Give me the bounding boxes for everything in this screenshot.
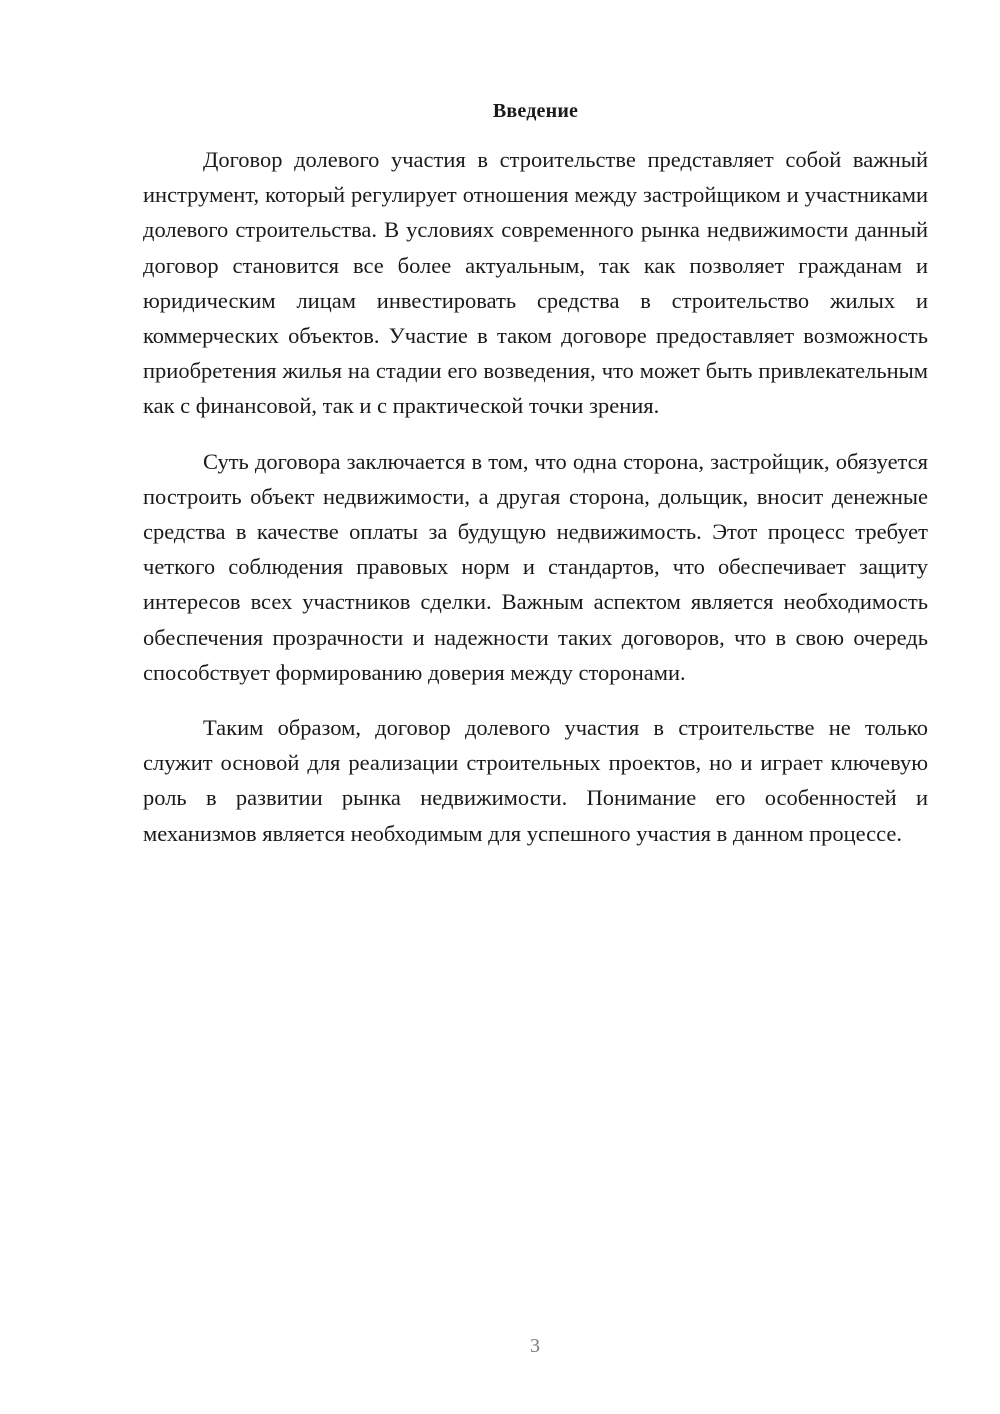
paragraph-1: Договор долевого участия в строительстве представляет собой важный инструмент, который регулирует отношения между застройщиком и участниками долевого строительства. В условиях современного рынка недвижимости данный договор становится все более актуальным, так как позволяет гражданам и юридическим лицам инвестировать средства в строительство жилых и коммерческих объектов. Участие в таком договоре предоставляет возможность приобретения жилья на стадии его возведения, что может быть привлекательным как с финансовой, так и с практической точки зрения.	[143, 147, 928, 419]
page-title: Введение	[492, 100, 579, 122]
paragraph-3: Таким образом, договор долевого участия в строительстве не только служит основой для реализации строительных проектов, но и играет ключевую роль в развитии рынка недвижимости. Понимание его особенностей и механизмов является необходимым для успешного участия в данном процессе.	[143, 715, 928, 846]
document-body	[143, 142, 928, 871]
paragraph-2: Суть договора заключается в том, что одна сторона, застройщик, обязуется построить объект недвижимости, а другая сторона, дольщик, вносит денежные средства в качестве оплаты за будущую недвижимость. Этот процесс требует четкого соблюдения правовых норм и стандартов, что обеспечивает защиту интересов всех участников сделки. Важным аспектом является необходимость обеспечения прозрачности и надежности таких договоров, что в свою очередь способствует формированию доверия между сторонами.	[143, 448, 928, 685]
page-number: 3	[530, 1335, 540, 1357]
